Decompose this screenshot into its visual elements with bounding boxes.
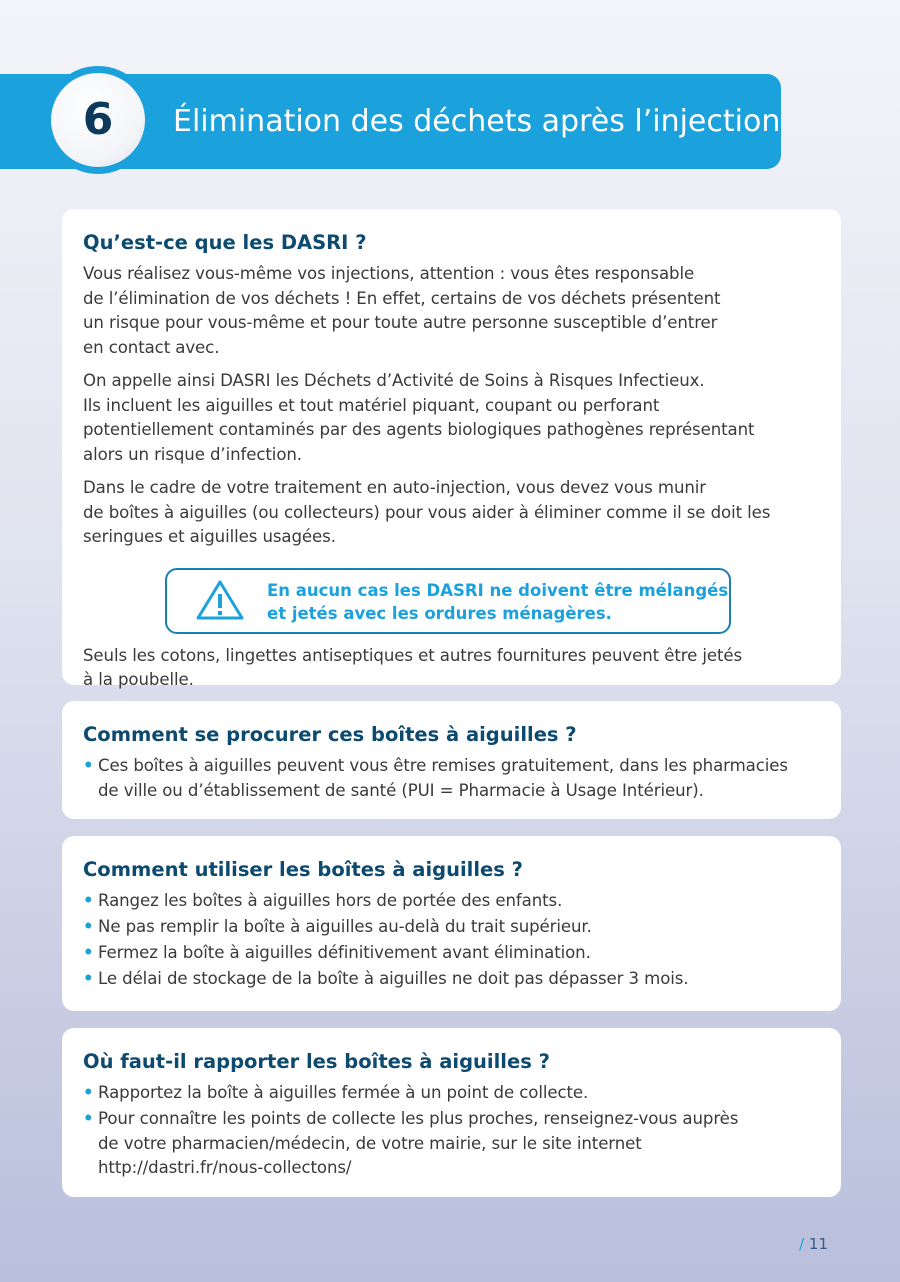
list-item: • Rapportez la boîte à aiguilles fermée à un point de collecte.	[83, 1081, 829, 1106]
warning-triangle-icon	[195, 579, 245, 621]
bullet-list	[83, 754, 829, 803]
warning-box	[165, 568, 731, 634]
list-item: • Rangez les boîtes à aiguilles hors de portée des enfants.	[83, 889, 829, 914]
list-item: • Le délai de stockage de la boîte à aiguilles ne doit pas dépasser 3 mois.	[83, 967, 829, 992]
list-item: • Fermez la boîte à aiguilles définitivement avant élimination.	[83, 941, 829, 966]
bullet-list	[83, 889, 829, 992]
card-title: Comment utiliser les boîtes à aiguilles ?	[83, 858, 523, 881]
dasri-definition-card	[62, 209, 841, 689]
dastri-link[interactable]: http://dastri.fr/nous-collectons/	[98, 1158, 352, 1177]
list-item: • Ces boîtes à aiguilles peuvent vous être remises gratuitement, dans les pharmacies de ville ou d’établissement de santé (PUI = Pharmacie à Usage Intérieur).	[83, 754, 829, 803]
list-item: • Pour connaître les points de collecte les plus proches, renseignez-vous auprès de votre pharmacien/médecin, de votre mairie, sur le site internet http://dastri.fr/nous-collectons/	[83, 1107, 829, 1181]
paragraph: On appelle ainsi DASRI les Déchets d’Activité de Soins à Risques Infectieux. Ils incluent les aiguilles et tout matériel piquant, coupant ou perforant potentiellement contaminés par des agents biologiques pathogènes représentant alors un risque d’infection.	[83, 371, 755, 464]
page-title: Élimination des déchets après l’injection	[173, 104, 781, 139]
procurement-card	[62, 701, 841, 819]
section-number: 6	[51, 73, 145, 167]
card-title: Qu’est-ce que les DASRI ?	[83, 231, 367, 254]
paragraph: Dans le cadre de votre traitement en auto-injection, vous devez vous munir de boîtes à aiguilles (ou collecteurs) pour vous aider à éliminer comme il se doit les seringues et aiguilles usagées.	[83, 478, 771, 546]
bullet-list	[83, 1081, 829, 1181]
page-number: / 11	[799, 1235, 828, 1253]
section-number-badge	[44, 66, 152, 174]
paragraph: Vous réalisez vous-même vos injections, attention : vous êtes responsable de l’élimination de vos déchets ! En effet, certains de vos déchets présentent un risque pour vous-même et pour toute autre personne susceptible d’entrer en contact avec.	[83, 264, 721, 357]
paragraph: Seuls les cotons, lingettes antiseptiques et autres fournitures peuvent être jetés à la poubelle.	[83, 645, 743, 689]
card-title: Où faut-il rapporter les boîtes à aiguilles ?	[83, 1050, 550, 1073]
usage-card	[62, 836, 841, 1011]
return-card	[62, 1028, 841, 1197]
card-title: Comment se procurer ces boîtes à aiguilles ?	[83, 723, 577, 746]
list-item: • Ne pas remplir la boîte à aiguilles au-delà du trait supérieur.	[83, 915, 829, 940]
warning-text: En aucun cas les DASRI ne doivent être mélangés et jetés avec les ordures ménagères.	[267, 580, 729, 623]
